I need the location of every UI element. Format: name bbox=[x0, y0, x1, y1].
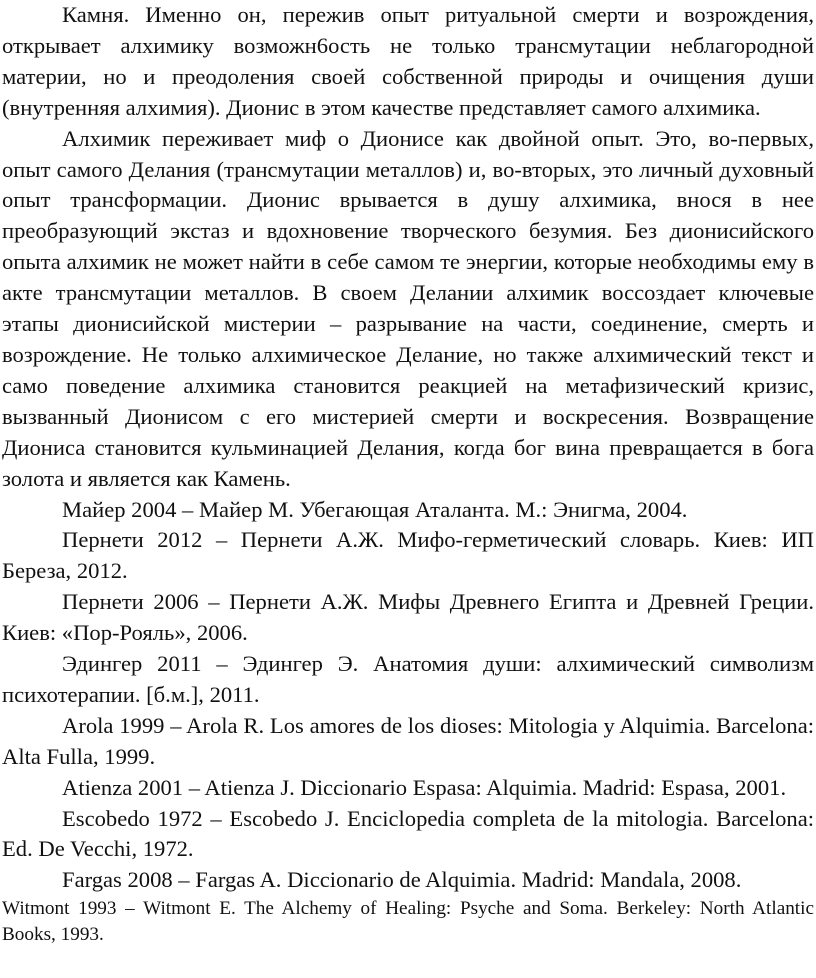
reference-item: Эдингер 2011 – Эдингер Э. Анатомия души: алхимический символизм психотерапии. [б.м.], 2011. bbox=[2, 651, 814, 707]
paragraph-dionysus-experience: Алхимик переживает миф о Дионисе как двойной опыт. Это, во-первых, опыт самого Делания (трансмутации металлов) и, во-вторых, это личный духовный опыт трансформации. Дионис врывается в душу алхимика, внося в нее преобразующий экстаз и вдохновение творческого безумия. Без дионисийского опыта алхимик не может найти в себе самом те энергии, которые необходимы ему в акте трансмутации металлов. В своем Делании алхимик воссоздает ключевые этапы дионисийской мистерии – разрывание на части, соединение, смерть и возрождение. Не только алхимическое Делание, но также алхимический текст и само поведение алхимика становится реакцией на метафизический кризис, вызванный Дионисом с его мистерией смерти и воскресения. Возвращение Диониса становится кульминацией Делания, когда бог вина превращается в бога золота и является как Камень. bbox=[2, 125, 814, 491]
reference-item: Escobedo 1972 – Escobedo J. Enciclopedia completa de la mitologia. Barcelona: Ed. De Vecchi, 1972. bbox=[2, 805, 814, 862]
reference-item: Atienza 2001 – Atienza J. Diccionario Espasa: Alquimia. Madrid: Espasa, 2001. bbox=[62, 774, 787, 800]
reference-item: Пернети 2012 – Пернети А.Ж. Мифо-герметический словарь. Киев: ИП Береза, 2012. bbox=[2, 527, 814, 584]
reference-item: Пернети 2006 – Пернети А.Ж. Мифы Древнего Египта и Древней Греции. Киев: «Пор-Рояль», 2006. bbox=[2, 589, 814, 646]
reference-list bbox=[2, 495, 814, 949]
reference-item: Arola 1999 – Arola R. Los amores de los dioses: Mitologia y Alquimia. Barcelona: Alta Fulla, 1999. bbox=[2, 712, 814, 769]
reference-item: Fargas 2008 – Fargas A. Diccionario de Alquimia. Madrid: Mandala, 2008. bbox=[62, 867, 742, 893]
paragraph-continued: Камня. Именно он, пережив опыт ритуальной смерти и возрождения, открывает алхимику возможн6ость не только трансмутации неблагородной материи, но и преодоления своей собственной природы и очищения души (внутренняя алхимия). Дионис в этом качестве представляет самого алхимика. bbox=[2, 2, 814, 120]
reference-item: Майер 2004 – Майер М. Убегающая Аталанта. М.: Энигма, 2004. bbox=[62, 496, 688, 522]
reference-item: Witmont 1993 – Witmont E. The Alchemy of Healing: Psyche and Soma. Berkeley: North Atlantic Books, 1993. bbox=[2, 898, 814, 946]
